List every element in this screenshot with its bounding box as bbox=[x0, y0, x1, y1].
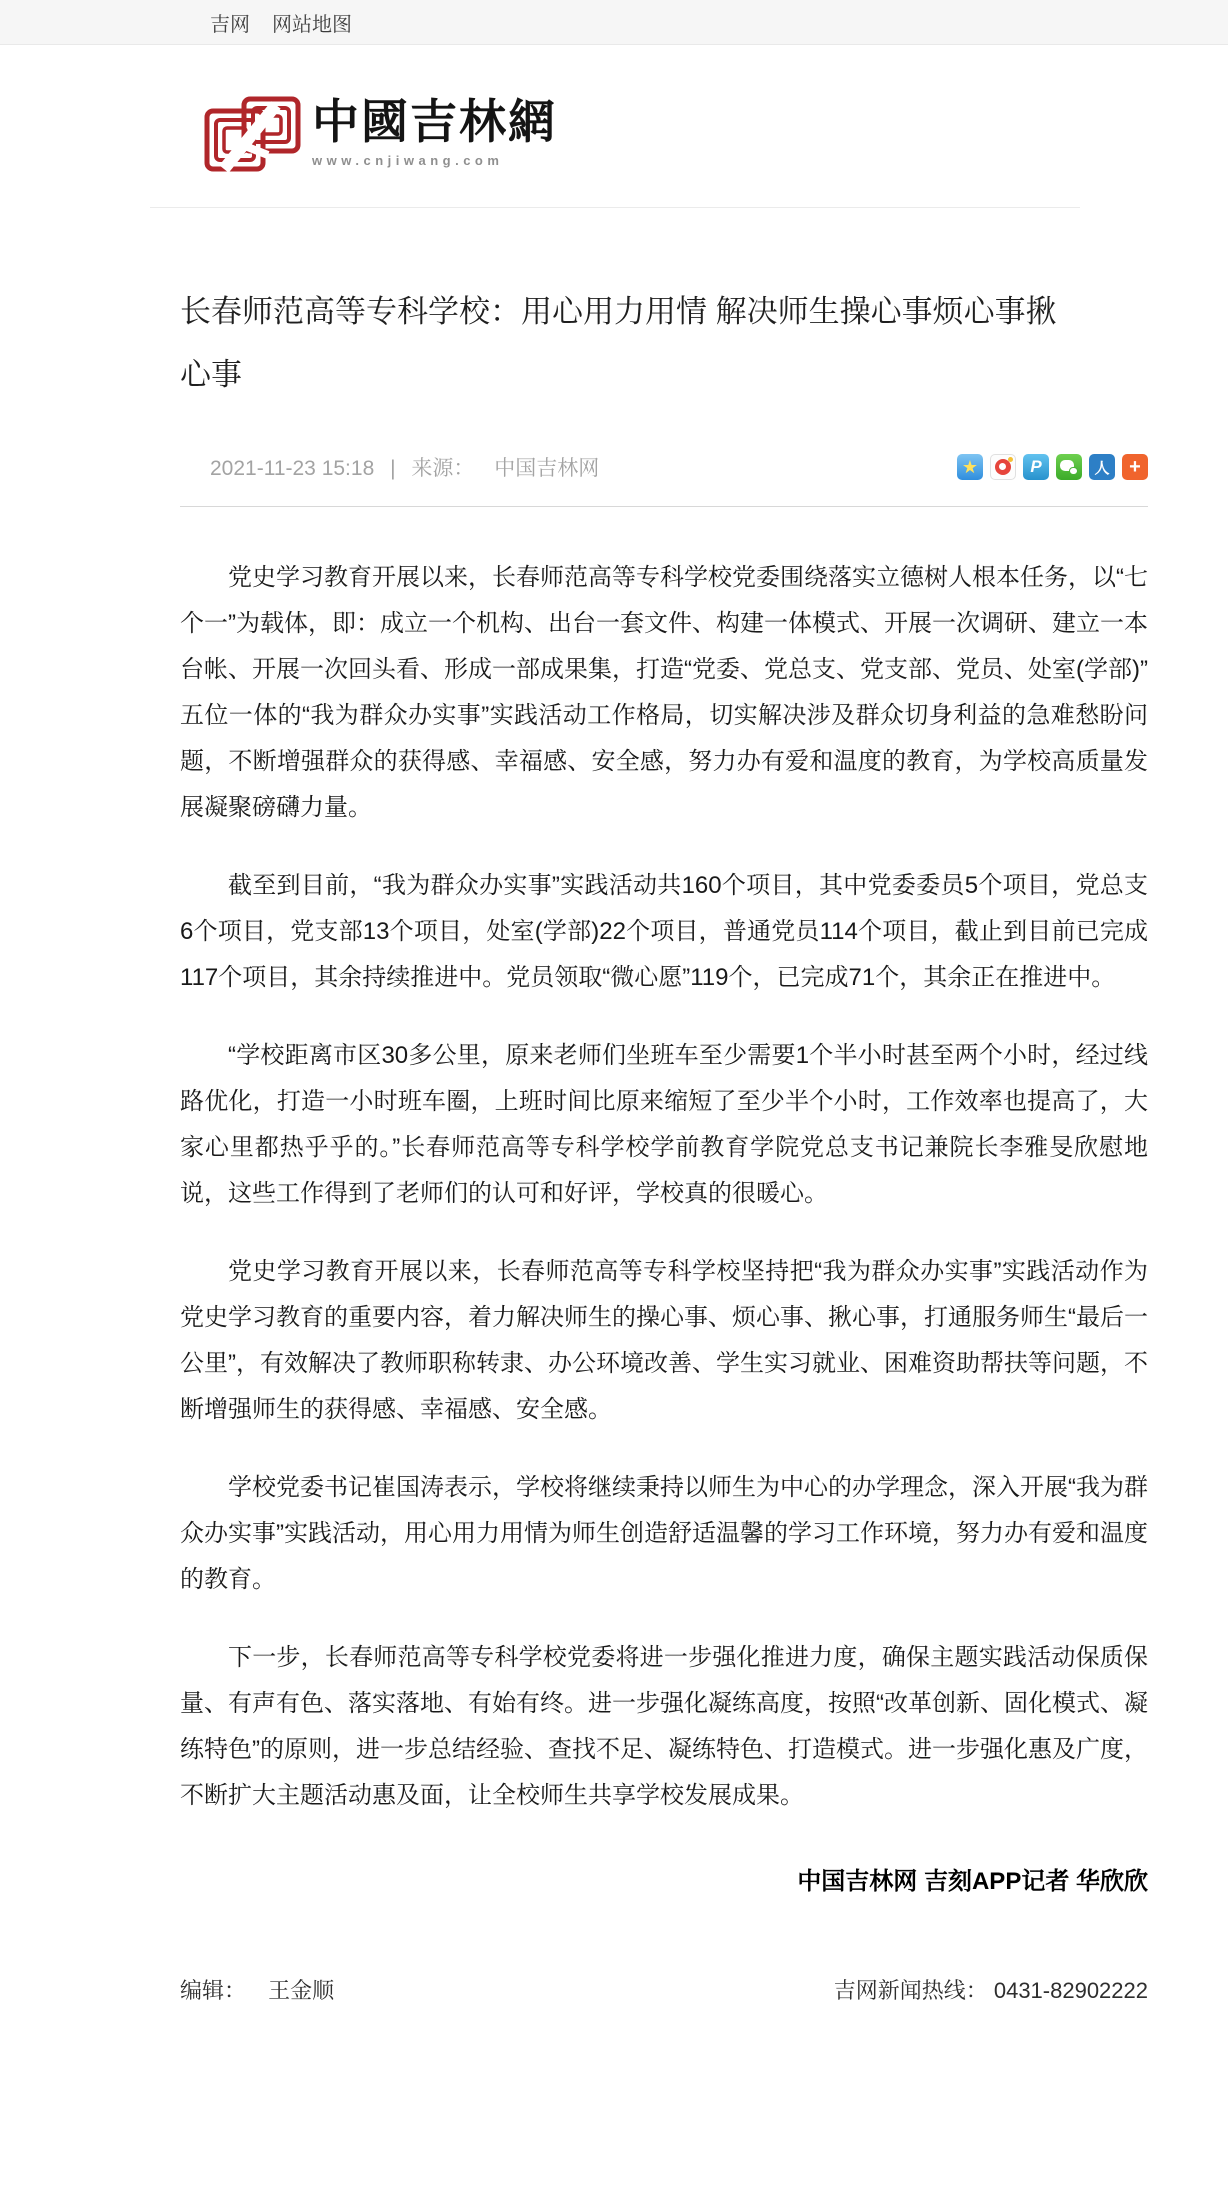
editor-label: 编辑： bbox=[180, 1978, 247, 2003]
chat-bubble-small-icon bbox=[1069, 467, 1078, 475]
editor-name: 王金顺 bbox=[268, 1978, 335, 2003]
article-meta bbox=[180, 452, 599, 482]
meta-separator: | bbox=[390, 457, 396, 480]
topbar bbox=[0, 0, 1228, 45]
footer-hotline bbox=[834, 1974, 1148, 2005]
site-name: 中國吉林網 bbox=[312, 97, 557, 149]
qzone-share-icon[interactable]: ★ bbox=[957, 454, 983, 480]
topbar-link-jiwang[interactable]: 吉网 bbox=[210, 13, 250, 36]
weibo-share-icon[interactable] bbox=[990, 454, 1016, 480]
paragraph: 学校党委书记崔国涛表示，学校将继续秉持以师生为中心的办学理念，深入开展“我为群众办实事”实践活动，用心用力用情为师生创造舒适温馨的学习工作环境，努力办有爱和温度的教育。 bbox=[180, 1474, 1148, 1593]
paragraph: 党史学习教育开展以来，长春师范高等专科学校坚持把“我为群众办实事”实践活动作为党史学习教育的重要内容，着力解决师生的操心事、烦心事、揪心事，打通服务师生“最后一公里”，有效解决了教师职称转隶、办公环境改善、学生实习就业、困难资助帮扶等问题，不断增强师生的获得感、幸福感、安全感。 bbox=[180, 1258, 1148, 1423]
article-title: 长春师范高等专科学校：用心用力用情 解决师生操心事烦心事揪心事 bbox=[180, 294, 1057, 392]
paragraph: 截至到目前，“我为群众办实事”实践活动共160个项目，其中党委委员5个项目，党总支6个项目，党支部13个项目，处室(学部)22个项目，普通党员114个项目，截止到目前已完成117个项目，其余持续推进中。党员领取“微心愿”119个，已完成71个，其余正在推进中。 bbox=[180, 872, 1148, 991]
renren-share-icon[interactable]: 人 bbox=[1089, 454, 1115, 480]
paragraph: 党史学习教育开展以来，长春师范高等专科学校党委围绕落实立德树人根本任务，以“七个一”为载体，即：成立一个机构、出台一套文件、构建一体模式、开展一次调研、建立一本台帐、开展一次回头看、形成一部成果集，打造“党委、党总支、党支部、党员、处室(学部)”五位一体的“我为群众办实事”实践活动工作格局，切实解决涉及群众切身利益的急难愁盼问题，不断增强群众的获得感、幸福感、安全感，努力办有爱和温度的教育，为学校高质量发展凝聚磅礴力量。 bbox=[180, 564, 1148, 821]
tencent-weibo-share-icon[interactable]: P bbox=[1023, 454, 1049, 480]
article-body bbox=[180, 507, 1148, 1896]
header-divider bbox=[150, 207, 1080, 208]
site-url: www.cnjiwang.com bbox=[312, 153, 504, 168]
source-name: 中国吉林网 bbox=[494, 457, 600, 480]
site-header bbox=[180, 45, 1148, 175]
hotline-number: 0431-82902222 bbox=[993, 1978, 1148, 2003]
byline: 中国吉林网 吉刻APP记者 华欣欣 bbox=[797, 1868, 1148, 1895]
wechat-share-icon[interactable] bbox=[1056, 454, 1082, 480]
share-bar bbox=[957, 454, 1148, 480]
topbar-link-sitemap[interactable]: 网站地图 bbox=[272, 13, 352, 36]
paragraph: “学校距离市区30多公里，原来老师们坐班车至少需要1个半小时甚至两个小时，经过线路优化，打造一小时班车圈，上班时间比原来缩短了至少半个小时，工作效率也提高了，大家心里都热乎乎的。”长春师范高等专科学校学前教育学院党总支书记兼院长李雅旻欣慰地说，这些工作得到了老师们的认可和好评，学校真的很暖心。 bbox=[180, 1042, 1148, 1207]
cnjiwang-seal-icon bbox=[202, 95, 302, 175]
more-share-icon[interactable]: + bbox=[1122, 454, 1148, 480]
article-footer bbox=[180, 1974, 1148, 2155]
hotline-label: 吉网新闻热线： bbox=[833, 1978, 988, 2003]
footer-editor bbox=[180, 1974, 334, 2005]
article-meta-row bbox=[180, 452, 1148, 482]
paragraph: 下一步，长春师范高等专科学校党委将进一步强化推进力度，确保主题实践活动保质保量、有声有色、落实落地、有始有终。进一步强化凝练高度，按照“改革创新、固化模式、凝练特色”的原则，进一步总结经验、查找不足、凝练特色、打造模式。进一步强化惠及广度，不断扩大主题活动惠及面，让全校师生共享学校发展成果。 bbox=[180, 1644, 1148, 1809]
source-label: 来源： bbox=[411, 457, 475, 480]
site-logo[interactable] bbox=[202, 95, 557, 175]
publish-time: 2021-11-23 15:18 bbox=[210, 457, 375, 480]
